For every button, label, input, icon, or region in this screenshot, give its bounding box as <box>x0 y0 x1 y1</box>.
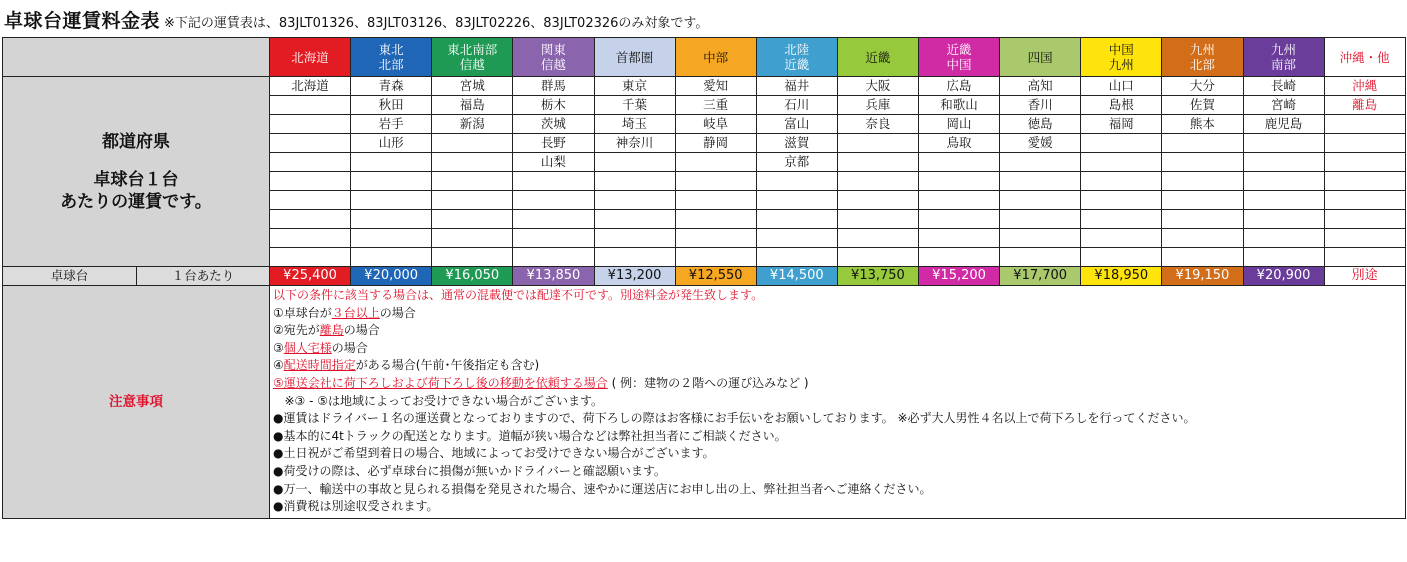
prefecture-cell <box>1000 191 1081 210</box>
prefecture-cell <box>594 172 675 191</box>
notes-text-fragment: ３台以上 <box>331 305 380 320</box>
prefecture-cell: 鳥取 <box>919 134 1000 153</box>
price-cell: ¥17,700 <box>1000 267 1081 286</box>
prefecture-cell <box>1162 248 1243 267</box>
prefecture-cell <box>432 134 513 153</box>
prefecture-cell <box>270 115 351 134</box>
region-header-cell <box>675 38 756 77</box>
notes-text-fragment: ②宛先が <box>273 323 320 338</box>
region-header-cell <box>1162 38 1243 77</box>
prefecture-cell <box>270 210 351 229</box>
prefecture-cell <box>1162 210 1243 229</box>
prefecture-cell: 三重 <box>675 96 756 115</box>
side-label-title: 都道府県 <box>102 131 170 152</box>
prefecture-cell: 熊本 <box>1162 115 1243 134</box>
prefecture-cell: 山口 <box>1081 77 1162 96</box>
prefecture-cell <box>1324 115 1405 134</box>
region-label: 九州 北部 <box>1189 42 1215 72</box>
prefecture-cell: 兵庫 <box>837 96 918 115</box>
prefecture-cell <box>837 191 918 210</box>
prefecture-cell <box>513 248 594 267</box>
prefecture-cell <box>1324 172 1405 191</box>
notes-bullet: ●消費税は別途収受されます。 <box>273 499 439 514</box>
prefecture-cell <box>432 210 513 229</box>
page-title-row <box>4 6 708 32</box>
prefecture-cell <box>837 134 918 153</box>
prefecture-cell: 福島 <box>432 96 513 115</box>
notes-text-fragment: ④ <box>273 358 284 373</box>
price-cell: ¥20,000 <box>351 267 432 286</box>
prefecture-cell <box>675 248 756 267</box>
prefecture-cell: 宮崎 <box>1243 96 1324 115</box>
prefecture-cell <box>594 210 675 229</box>
condition-5 <box>273 375 1405 393</box>
prefecture-cell <box>1000 229 1081 248</box>
prefecture-cell <box>1081 210 1162 229</box>
prefecture-cell: 鹿児島 <box>1243 115 1324 134</box>
prefecture-cell: 奈良 <box>837 115 918 134</box>
prefecture-cell: 岡山 <box>919 115 1000 134</box>
prefecture-cell: 岩手 <box>351 115 432 134</box>
prefecture-cell: 岐阜 <box>675 115 756 134</box>
prefecture-cell: 長崎 <box>1243 77 1324 96</box>
prefecture-cell <box>432 191 513 210</box>
region-label: 北海道 <box>291 49 329 65</box>
price-cell: ¥15,200 <box>919 267 1000 286</box>
notes-text-fragment: がある場合(午前･午後指定も含む) <box>355 358 540 373</box>
prefecture-cell: 東京 <box>594 77 675 96</box>
condition-1 <box>273 305 1405 323</box>
prefecture-cell: 千葉 <box>594 96 675 115</box>
prefecture-cell: 愛知 <box>675 77 756 96</box>
prefecture-cell <box>270 191 351 210</box>
prefecture-cell <box>1324 210 1405 229</box>
prefecture-cell <box>1243 229 1324 248</box>
price-cell: ¥12,550 <box>675 267 756 286</box>
condition-3 <box>273 340 1405 358</box>
fee-row <box>3 267 1406 286</box>
prefecture-cell <box>919 153 1000 172</box>
prefecture-cell <box>1324 191 1405 210</box>
price-cell: ¥13,750 <box>837 267 918 286</box>
prefecture-cell: 茨城 <box>513 115 594 134</box>
prefecture-cell <box>351 248 432 267</box>
prefecture-cell <box>513 210 594 229</box>
prefecture-cell <box>1081 153 1162 172</box>
region-header-cell <box>1243 38 1324 77</box>
prefecture-cell: 佐賀 <box>1162 96 1243 115</box>
price-cell: ¥18,950 <box>1081 267 1162 286</box>
prefecture-cell: 富山 <box>756 115 837 134</box>
prefecture-cell: 和歌山 <box>919 96 1000 115</box>
header-blank-cell <box>3 38 270 77</box>
notes-text-fragment: 配送時間指定 <box>283 358 356 373</box>
prefecture-cell <box>1000 172 1081 191</box>
prefecture-cell: 滋賀 <box>756 134 837 153</box>
prefecture-cell <box>837 172 918 191</box>
prefecture-cell <box>432 153 513 172</box>
prefecture-cell <box>1324 134 1405 153</box>
region-label: 中国 九州 <box>1108 42 1134 72</box>
prefecture-cell <box>270 134 351 153</box>
region-header-cell <box>270 38 351 77</box>
prefecture-cell <box>1243 153 1324 172</box>
rate-table <box>2 37 1406 519</box>
prefecture-cell <box>351 172 432 191</box>
prefecture-cell: 栃木 <box>513 96 594 115</box>
prefecture-cell <box>351 153 432 172</box>
prefecture-cell <box>1081 229 1162 248</box>
notes-bullet: ●土日祝がご希望到着日の場合、地域によってお受けできない場合がございます。 <box>273 446 715 461</box>
prefecture-cell <box>594 153 675 172</box>
region-label: 関東 信越 <box>540 42 566 72</box>
region-header-cell <box>351 38 432 77</box>
prefecture-cell <box>270 248 351 267</box>
prefecture-cell <box>919 191 1000 210</box>
prefecture-cell <box>756 248 837 267</box>
prefecture-cell <box>675 210 756 229</box>
notes-cell <box>270 286 1406 519</box>
prefecture-cell <box>513 229 594 248</box>
notes-text-fragment: ①卓球台が <box>273 305 332 320</box>
prefecture-cell <box>1324 229 1405 248</box>
region-label: 東北 北部 <box>378 42 404 72</box>
region-label: 中部 <box>703 49 729 65</box>
caution-label: 注意事項 <box>3 286 270 519</box>
prefecture-cell <box>1081 172 1162 191</box>
prefecture-cell: 福井 <box>756 77 837 96</box>
prefecture-cell <box>270 153 351 172</box>
prefecture-cell: 山形 <box>351 134 432 153</box>
prefecture-cell <box>432 172 513 191</box>
prefecture-cell: 徳島 <box>1000 115 1081 134</box>
price-cell: ¥14,500 <box>756 267 837 286</box>
region-header-cell <box>1081 38 1162 77</box>
prefecture-cell <box>1000 210 1081 229</box>
notes-text-fragment: の場合 <box>343 323 380 338</box>
prefecture-cell <box>756 191 837 210</box>
notes-bullet: ●基本的に4tトラックの配送となります。道幅が狭い場合などは弊社担当者にご相談ください。 <box>273 428 787 443</box>
price-cell: ¥13,200 <box>594 267 675 286</box>
region-header-cell <box>756 38 837 77</box>
prefecture-cell <box>594 191 675 210</box>
region-label: 北陸 近畿 <box>784 42 810 72</box>
prefecture-cell <box>837 248 918 267</box>
fee-item-label: 卓球台 <box>3 267 137 286</box>
prefecture-cell: 新潟 <box>432 115 513 134</box>
notes-text-fragment: の場合 <box>379 305 416 320</box>
region-label: 近畿 <box>865 49 891 65</box>
prefecture-cell <box>1324 248 1405 267</box>
region-header-cell <box>594 38 675 77</box>
prefecture-cell <box>1081 191 1162 210</box>
prefecture-cell <box>919 172 1000 191</box>
prefecture-cell <box>351 229 432 248</box>
prefecture-cell <box>594 229 675 248</box>
prefecture-cell <box>1243 248 1324 267</box>
prefecture-cell <box>837 229 918 248</box>
prefecture-cell <box>432 229 513 248</box>
prefecture-cell <box>675 153 756 172</box>
prefecture-cell <box>1162 172 1243 191</box>
prefecture-cell: 高知 <box>1000 77 1081 96</box>
price-cell: ¥16,050 <box>432 267 513 286</box>
prefecture-cell <box>919 248 1000 267</box>
region-label: 四国 <box>1027 49 1053 65</box>
region-label: 九州 南部 <box>1271 42 1297 72</box>
prefecture-cell <box>1324 153 1405 172</box>
condition-note <box>273 393 1405 411</box>
region-header-cell <box>513 38 594 77</box>
prefecture-cell <box>837 153 918 172</box>
prefecture-cell <box>1162 229 1243 248</box>
side-label-description: 卓球台１台 あたりの運賃です。 <box>60 169 212 212</box>
notes-text-fragment: ⑤運送会社に荷下ろしおよび荷下ろし後の移動を依頼する場合 <box>273 375 608 390</box>
price-cell: ¥13,850 <box>513 267 594 286</box>
prefecture-cell <box>919 210 1000 229</box>
notes-bullet: ●荷受けの際は、必ず卓球台に損傷が無いかドライバーと確認願います。 <box>273 463 666 478</box>
notes-text-fragment: 個人宅様 <box>283 340 332 355</box>
price-cell: ¥20,900 <box>1243 267 1324 286</box>
notes-row <box>3 286 1406 519</box>
notes-text-fragment: の場合 <box>331 340 368 355</box>
prefecture-cell: 香川 <box>1000 96 1081 115</box>
prefecture-cell <box>270 229 351 248</box>
prefecture-cell: 大阪 <box>837 77 918 96</box>
prefecture-cell: 青森 <box>351 77 432 96</box>
prefecture-cell: 愛媛 <box>1000 134 1081 153</box>
prefecture-cell: 離島 <box>1324 96 1405 115</box>
prefecture-cell: 山梨 <box>513 153 594 172</box>
price-cell: ¥25,400 <box>270 267 351 286</box>
prefecture-cell <box>756 172 837 191</box>
prefecture-cell <box>837 210 918 229</box>
condition-2 <box>273 322 1405 340</box>
prefecture-cell <box>1243 191 1324 210</box>
prefecture-cell <box>1162 134 1243 153</box>
notes-bullet: ●運賃はドライバー１名の運送費となっておりますので、荷下ろしの際はお客様にお手伝いをお願いしております。 ※必ず大人男性４名以上で荷下ろしを行ってください。 <box>273 411 1196 426</box>
prefecture-cell: 島根 <box>1081 96 1162 115</box>
prefecture-cell: 群馬 <box>513 77 594 96</box>
prefecture-cell <box>270 96 351 115</box>
notes-text-fragment: 離島 <box>319 323 344 338</box>
region-header-row <box>3 38 1406 77</box>
prefecture-cell: 長野 <box>513 134 594 153</box>
prefecture-cell <box>756 210 837 229</box>
page-subtitle: ※下記の運賃表は、83JLT01326、83JLT03126、83JLT02226、83JLT02326のみ対象です。 <box>164 16 709 31</box>
prefecture-cell <box>919 229 1000 248</box>
price-cell: 別途 <box>1324 267 1405 286</box>
prefecture-cell <box>1243 210 1324 229</box>
prefecture-cell: 大分 <box>1162 77 1243 96</box>
prefecture-cell: 広島 <box>919 77 1000 96</box>
fee-unit-label: １台あたり <box>137 267 270 286</box>
prefecture-cell <box>1081 134 1162 153</box>
region-header-cell <box>432 38 513 77</box>
region-label: 沖縄・他 <box>1339 49 1390 65</box>
price-cell: ¥19,150 <box>1162 267 1243 286</box>
prefecture-cell <box>1162 191 1243 210</box>
prefecture-cell <box>1243 172 1324 191</box>
prefecture-cell <box>675 191 756 210</box>
region-label: 近畿 中国 <box>946 42 972 72</box>
prefecture-cell <box>513 191 594 210</box>
prefecture-cell <box>594 248 675 267</box>
prefecture-cell <box>756 229 837 248</box>
prefecture-cell <box>675 229 756 248</box>
region-header-cell <box>1324 38 1405 77</box>
prefecture-cell <box>351 210 432 229</box>
notes-intro: 以下の条件に該当する場合は、通常の混載便では配達不可です。別途料金が発生致します。 <box>273 288 764 302</box>
prefecture-cell <box>1162 153 1243 172</box>
region-label: 首都圏 <box>615 49 654 65</box>
prefecture-cell <box>513 172 594 191</box>
prefecture-cell <box>675 172 756 191</box>
prefecture-cell <box>1000 248 1081 267</box>
prefecture-cell <box>432 248 513 267</box>
prefecture-cell <box>1000 153 1081 172</box>
notes-text-fragment: ( 例：建物の２階への運び込みなど ) <box>611 375 809 390</box>
prefecture-cell: 石川 <box>756 96 837 115</box>
prefecture-cell: 沖縄 <box>1324 77 1405 96</box>
prefecture-cell: 秋田 <box>351 96 432 115</box>
region-header-cell <box>1000 38 1081 77</box>
side-label-cell <box>3 77 270 267</box>
prefecture-row <box>3 77 1406 96</box>
notes-text-fragment: ※③ - ⑤は地域によってお受けできない場合がございます。 <box>284 393 604 408</box>
prefecture-cell: 北海道 <box>270 77 351 96</box>
prefecture-cell: 埼玉 <box>594 115 675 134</box>
prefecture-cell: 神奈川 <box>594 134 675 153</box>
prefecture-cell <box>1081 248 1162 267</box>
page-title: 卓球台運賃料金表 <box>4 10 161 32</box>
region-header-cell <box>919 38 1000 77</box>
prefecture-cell <box>270 172 351 191</box>
condition-4 <box>273 357 1405 375</box>
prefecture-cell <box>351 191 432 210</box>
region-label: 東北南部 信越 <box>447 42 498 72</box>
prefecture-cell: 京都 <box>756 153 837 172</box>
notes-bullet: ●万一、輸送中の事故と見られる損傷を発見された場合、速やかに運送店にお申し出の上、弊社担当者へご連絡ください。 <box>273 481 932 496</box>
prefecture-cell: 宮城 <box>432 77 513 96</box>
prefecture-cell: 静岡 <box>675 134 756 153</box>
notes-text-fragment: ③ <box>273 340 284 355</box>
prefecture-cell: 福岡 <box>1081 115 1162 134</box>
region-header-cell <box>837 38 918 77</box>
prefecture-cell <box>1243 134 1324 153</box>
